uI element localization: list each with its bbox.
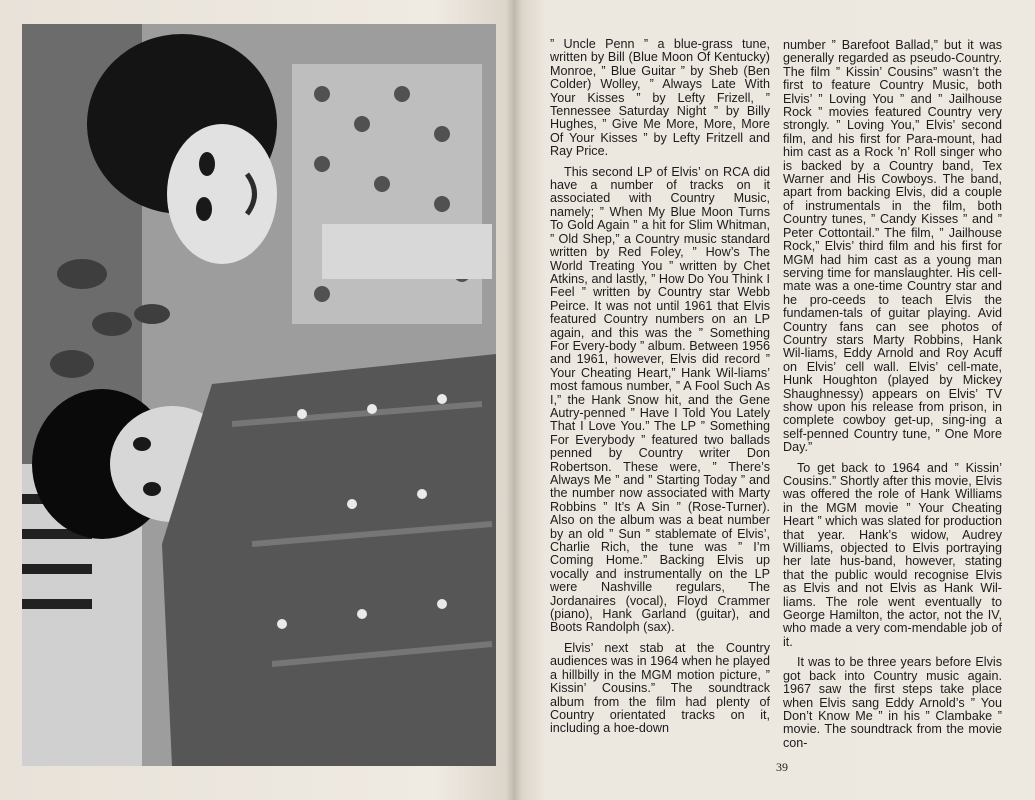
paragraph: Elvis’ next stab at the Country audiences was in 1964 when he played a hillbilly in the MGM motion picture, ” Kissin’ Cousins.” The soundtrack album from the film had plenty of Country orientated tracks on it, including a hoe-down <box>550 640 770 736</box>
elvis-film-still-photo <box>22 24 496 766</box>
paragraph: To get back to 1964 and ” Kissin’ Cousins.” Shortly after this movie, Elvis was offered the role of Hank Williams in the MGM movie ” Your Cheating Heart ” which was slated for production that year. Hank’s widow, Audrey Williams, objected to Elvis portraying her late hus-band, however, stating that the public would recognise Elvis as Elvis and not Elvis as Hank Wil-liams. The role went eventually to George Hamilton, the actor, not the IV, who made a very com-mendable job of it. <box>783 460 1002 649</box>
paragraph: ” Uncle Penn ” a blue-grass tune, written by Bill (Blue Moon Of Kentucky) Monroe, ” Blue Guitar ” by Sheb (Ben Colder) Wolley, ” Always Late With Your Kisses ” by Lefty Frizell, ” Tennessee Saturday Night ” by Billy Hughes, ” Give Me More, More, More Of Your Kisses ” by Lefty Fritzell and Ray Price. <box>550 38 770 159</box>
page-gutter <box>506 0 522 800</box>
article-column-1 <box>550 38 770 760</box>
page-number: 39 <box>776 760 788 774</box>
paragraph: This second LP of Elvis’ on RCA did have a number of tracks on it associated with Country Music, namely; ” When My Blue Moon Turns To Gold Again ” a hit for Slim Whitman, ” Old Shep,” a Country music standard written by Red Foley, ” How’s The World Treating You ” written by Chet Atkins, and lastly, ” How Do You Think I Feel ” written by Country star Webb Peirce. It was not until 1961 that Elvis featured Country numbers on an LP again, and this was the ” Something For Every-body ” album. Between 1956 and 1961, however, Elvis did record ” Your Cheating Heart,” Hank Wil-liams’ most famous number, ” A Fool Such As I,” the Hank Snow hit, and the Gene Autry-penned ” Have I Told You Lately That I Love You.” The LP ” Something For Everybody ” featured two ballads penned by Country writer Don Robertson. These were, ” There’s Always Me ” and ” Starting Today ” and the number now associated with Marty Robbins ” It’s A Sin ” (Rose-Turner). Also on the album was a beat number by an old ” Sun ” stablemate of Elvis’, Charlie Rich, the tune was ” I’m Coming Home.” Backing Elvis up vocally and instrumentally on the LP were Nashville regulars, The Jordanaires (vocal), Floyd Crammer (piano), Hank Garland (guitar), and Boots Randolph (sax). <box>550 164 770 635</box>
article-column-2 <box>783 39 1002 761</box>
paragraph: It was to be three years before Elvis got back into Country music again. 1967 saw the first steps take place when Elvis sang Eddy Arnold’s ” You Don’t Know Me ” in his ” Clambake ” movie. The soundtrack from the movie con- <box>783 655 1002 750</box>
photo-illustration <box>22 24 496 766</box>
paragraph: number ” Barefoot Ballad,” but it was generally regarded as pseudo-Country. The film ” Kissin’ Cousins” wasn’t the first to feature Country Music, both Elvis’ ” Loving You ” and ” Jailhouse Rock ” movies featured Country very strongly. ” Loving You,” Elvis’ second film, and his first for Para-mount, had him cast as a Rock ’n’ Roll singer who is backed by a Country band, Tex Warner and His Cowboys. The band, apart from backing Elvis, did a couple of instrumentals in the film, both Country tunes, ” Candy Kisses ” and ” Peter Cottontail.” The film, ” Jailhouse Rock,” Elvis’ third film and his first for MGM had him cast as a young man serving time for manslaughter. His cell-mate was a one-time Country star and he pro-ceeds to teach Elvis the fundamen-tals of guitar playing. Avid Country fans can see photos of Country stars Marty Robbins, Hank Wil-liams, Eddy Arnold and Roy Acuff on Elvis’ cell wall. Elvis’ cell-mate, Hunk Houghton (played by Mickey Shaughnessy) appears on Elvis’ TV show upon his release from prison, in complete cowboy get-up, sing-ing a self-penned Country tune, ” One More Day.” <box>783 39 1002 455</box>
